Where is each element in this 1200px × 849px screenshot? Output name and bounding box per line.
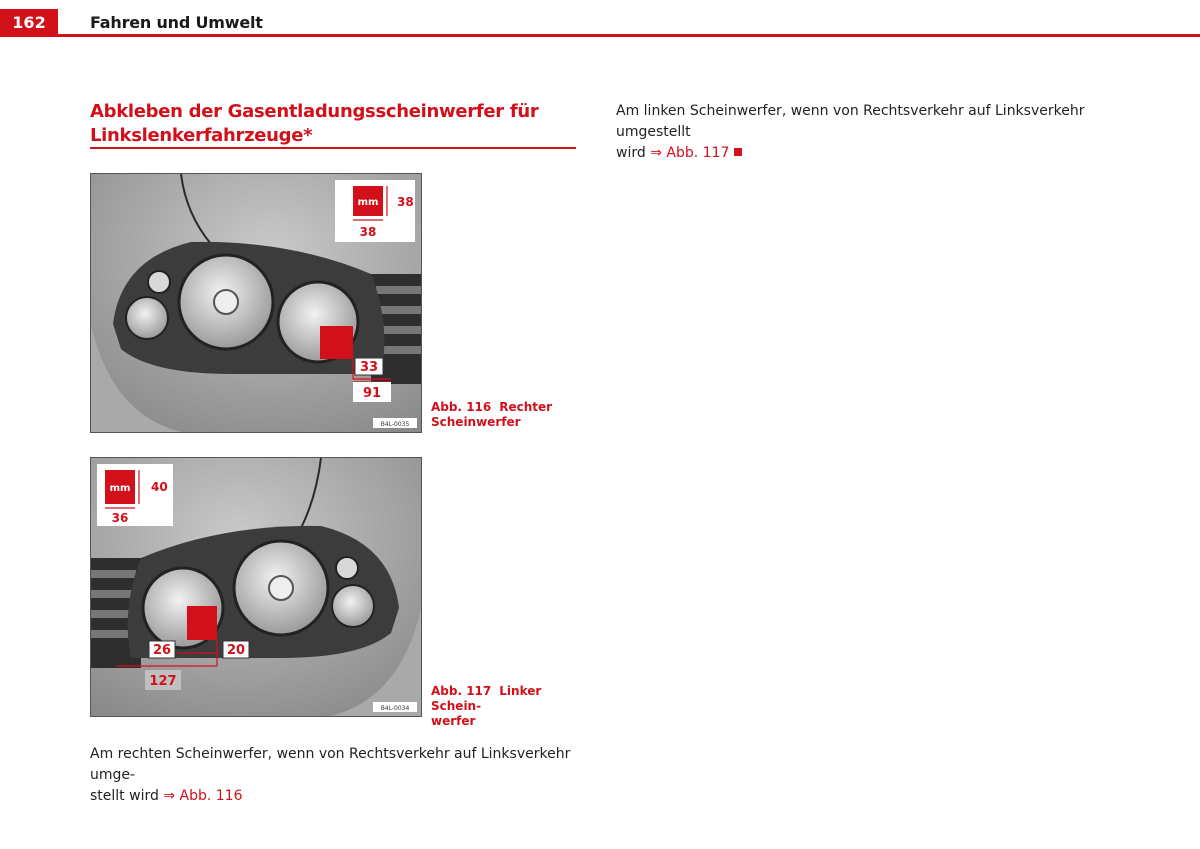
figure-116-caption-line1: Rechter	[499, 400, 553, 414]
masking-tape-square	[187, 606, 217, 640]
dim-horizontal-label: 127	[149, 674, 177, 689]
section-heading	[90, 100, 576, 148]
tape-height-label: 40	[151, 480, 168, 494]
left-headlamp-paragraph-line2: wird	[616, 145, 651, 161]
high-beam-bulb	[214, 290, 238, 314]
figure-116-right-headlamp	[90, 173, 422, 433]
dim-left-label: 26	[152, 643, 172, 658]
dim-vertical-label: 33	[359, 360, 379, 375]
right-headlamp-paragraph-line1: Am rechten Scheinwerfer, wenn von Rechtsverkehr auf Linksverkehr umge-	[90, 746, 571, 783]
fog-lamp	[126, 297, 168, 339]
figure-code: B4L-0035	[380, 421, 410, 428]
right-headlamp-paragraph	[90, 744, 576, 807]
dim-right-label: 20	[226, 643, 246, 658]
tape-height-label: 38	[397, 195, 414, 209]
indicator-lamp	[148, 271, 170, 293]
left-headlamp-paragraph-line1: Am linken Scheinwerfer, wenn von Rechtsverkehr auf Linksverkehr umgestellt	[616, 103, 1085, 140]
section-heading-line1: Abkleben der Gasentladungsscheinwerfer für	[90, 101, 539, 122]
unit-label: mm	[109, 483, 131, 494]
figure-117-illustration	[91, 458, 421, 716]
dim-horizontal-label: 91	[362, 386, 382, 401]
header-rule	[58, 34, 1200, 37]
right-headlamp-paragraph-line2: stellt wird	[90, 788, 164, 804]
figure-117-left-headlamp	[90, 457, 422, 717]
fog-lamp	[332, 585, 374, 627]
figure-116-reference-link[interactable]: Abb. 116	[179, 788, 243, 804]
figure-116-caption-line2: Scheinwerfer	[431, 415, 521, 429]
tape-width-label: 36	[111, 511, 129, 525]
heading-rule	[90, 147, 576, 149]
masking-tape-square	[320, 326, 353, 359]
figure-117-caption-line1: Linker Schein-	[431, 684, 542, 713]
section-heading-line2: Linkslenkerfahrzeuge*	[90, 125, 313, 146]
high-beam-bulb	[269, 576, 293, 600]
figure-code: B4L-0034	[380, 705, 410, 712]
section-end-square-icon	[734, 148, 742, 156]
chapter-title: Fahren und Umwelt	[90, 13, 263, 32]
figure-116-illustration	[91, 174, 421, 432]
figure-117-reference-link[interactable]: Abb. 117	[666, 145, 730, 161]
indicator-lamp	[336, 557, 358, 579]
figure-116-number: Abb. 116	[431, 400, 492, 414]
arrow-icon: ⇒	[650, 145, 662, 161]
tape-width-label: 38	[359, 225, 377, 239]
figure-117-caption-line2: werfer	[431, 714, 476, 728]
page-number: 162	[0, 9, 58, 37]
left-headlamp-paragraph	[616, 101, 1116, 164]
arrow-icon: ⇒	[163, 788, 176, 804]
figure-117-caption	[431, 684, 581, 729]
figure-116-caption	[431, 400, 581, 430]
unit-label: mm	[357, 197, 379, 208]
figure-117-number: Abb. 117	[431, 684, 492, 698]
